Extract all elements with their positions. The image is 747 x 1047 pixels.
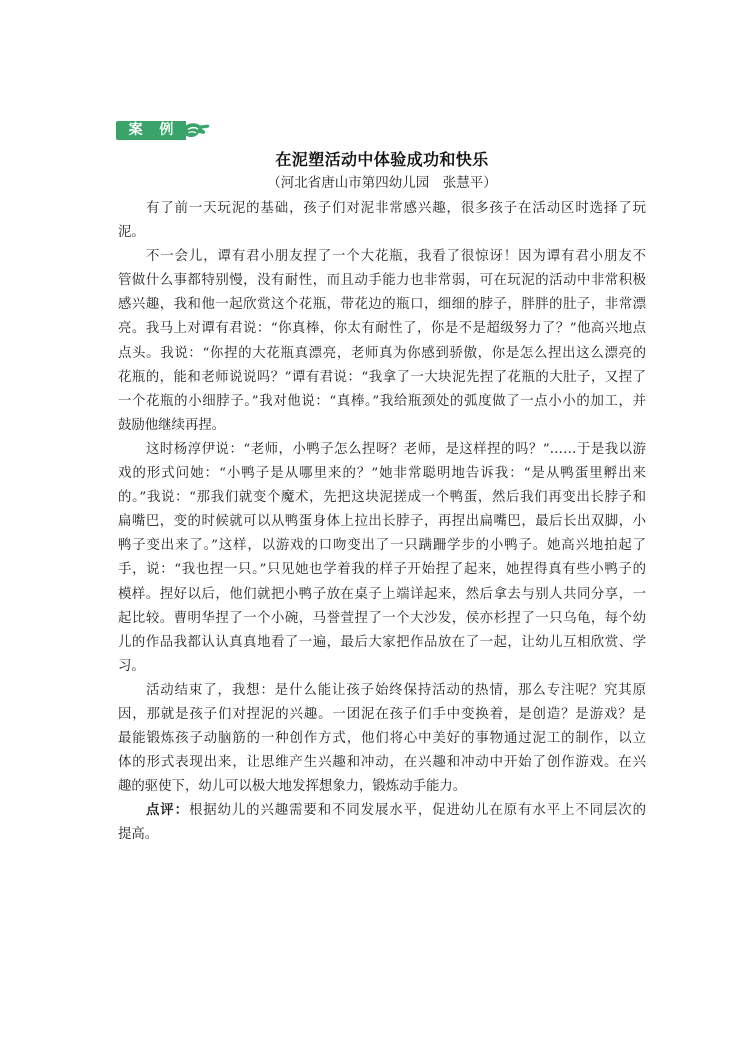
body-text-line: 泥。 xyxy=(118,225,145,241)
body-text-line: 有了前一天玩泥的基础，孩子们对泥非常感兴趣，很多孩子在活动区时选择了玩 xyxy=(146,201,646,216)
body-text-line: 戏的形式问她：“小鸭子是从哪里来的？”她非常聪明地告诉我：“是从鸭蛋里孵出来 xyxy=(118,466,646,482)
comment-line xyxy=(118,799,646,823)
body-text-line: 亮。我马上对谭有君说：“你真棒，你太有耐性了，你是不是超级努力了？”他高兴地点 xyxy=(118,321,646,337)
body-text-line: 习。 xyxy=(118,658,145,674)
paragraph-1 xyxy=(118,197,646,245)
body-text-line: 管做什么事都特别慢，没有耐性，而且动手能力也非常弱，可在玩泥的活动中非常积极 xyxy=(118,273,646,289)
comment-line: 提高。 xyxy=(118,827,159,843)
body-text-line: 鸭子变出来了。”这样，以游戏的口吻变出了一只蹒跚学步的小鸭子。她高兴地拍起了 xyxy=(118,538,646,554)
article-title: 在泥塑活动中体验成功和快乐 xyxy=(275,150,489,169)
section-badge xyxy=(116,121,210,140)
comment-label: 点评： xyxy=(146,803,189,819)
section-badge-label: 案 例 xyxy=(116,121,186,140)
author-byline: （河北省唐山市第四幼儿园 张慧平） xyxy=(267,175,497,191)
body-text-line: 一个花瓶的小细脖子。”我对他说：“真棒。”我给瓶颈处的弧度做了一点小小的加工，并 xyxy=(118,393,646,409)
body-text-line: 点头。我说：“你捏的大花瓶真漂亮，老师真为你感到骄傲，你是怎么捏出这么漂亮的 xyxy=(118,345,646,361)
body-text-line: 不一会儿，谭有君小朋友捏了一个大花瓶，我看了很惊讶！因为谭有君小朋友不 xyxy=(146,249,646,265)
body-text-line: 最能锻炼孩子动脑筋的一种创作方式，他们将心中美好的事物通过泥工的制作，以立 xyxy=(118,731,646,747)
paragraph-3 xyxy=(118,438,646,679)
body-text-line: 感兴趣，我和他一起欣赏这个花瓶，带花边的瓶口，细细的脖子，胖胖的肚子，非常漂 xyxy=(118,297,646,313)
body-text-line: 起比较。曹明华捏了一个小碗，马誉萱捏了一个大沙发，侯亦杉捏了一只乌龟，每个幼 xyxy=(118,610,646,626)
article-body xyxy=(118,197,646,848)
body-text-line: 体的形式表现出来，让思维产生兴趣和冲动，在兴趣和冲动中开始了创作游戏。在兴 xyxy=(118,755,646,771)
hand-pointer-icon xyxy=(184,121,210,141)
body-text-line: 模样。捏好以后，他们就把小鸭子放在桌子上端详起来，然后拿去与别人共同分享，一 xyxy=(118,586,646,602)
body-text-line: 这时杨淳伊说：“老师，小鸭子怎么捏呀？老师，是这样捏的吗？”……于是我以游 xyxy=(146,441,646,457)
comment-text: 根据幼儿的兴趣需要和不同发展水平，促进幼儿在原有水平上不同层次的 xyxy=(188,803,646,819)
body-text-line: 活动结束了，我想：是什么能让孩子始终保持活动的热情，那么专注呢？究其原 xyxy=(146,682,646,698)
body-text-line: 儿的作品我都认认真真地看了一遍，最后大家把作品放在了一起，让幼儿互相欣赏、学 xyxy=(118,634,646,650)
comment-paragraph xyxy=(118,799,646,847)
body-text-line: 的。”我说：“那我们就变个魔术，先把这块泥搓成一个鸭蛋，然后我们再变出长脖子和 xyxy=(118,490,646,506)
paragraph-2 xyxy=(118,245,646,438)
body-text-line: 扁嘴巴，变的时候就可以从鸭蛋身体上拉出长脖子，再捏出扁嘴巴，最后长出双脚，小 xyxy=(118,514,646,530)
body-text-line: 手，说：“我也捏一只。”只见她也学着我的样子开始捏了起来，她捏得真有些小鸭子的 xyxy=(118,562,646,578)
paragraph-4 xyxy=(118,679,646,799)
body-text-line: 花瓶的，能和老师说说吗？”谭有君说：“我拿了一大块泥先捏了花瓶的大肚子，又捏了 xyxy=(118,369,646,385)
body-text-line: 趣的驱使下，幼儿可以极大地发挥想象力，锻炼动手能力。 xyxy=(118,779,467,795)
body-text-line: 鼓励他继续再捏。 xyxy=(118,417,226,433)
body-text-line: 因，那就是孩子们对捏泥的兴趣。一团泥在孩子们手中变换着，是创造？是游戏？是 xyxy=(118,706,646,722)
